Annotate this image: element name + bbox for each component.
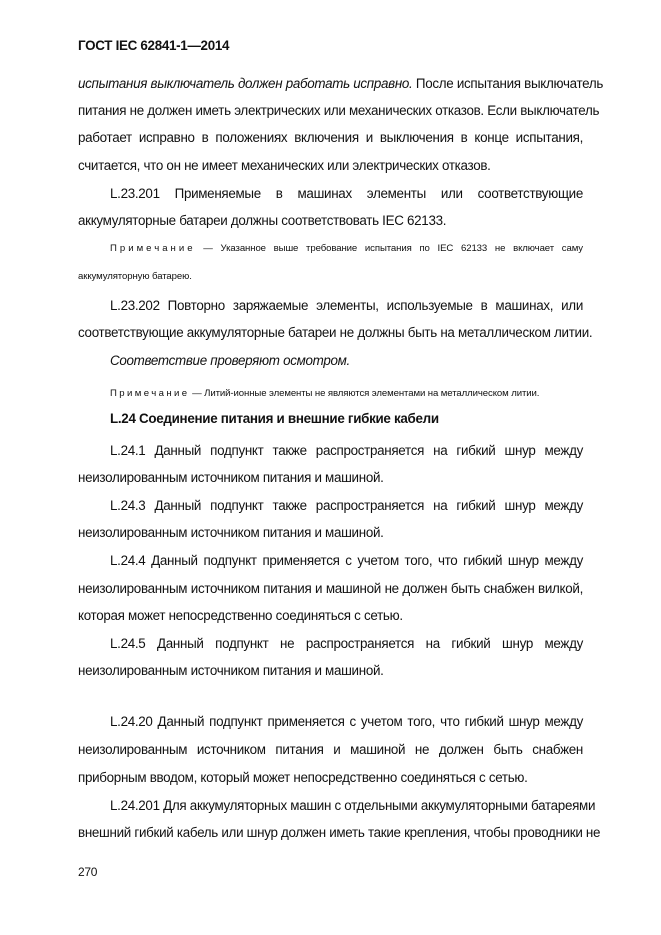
paragraph-line: которая может непосредственно соединяться с сетью. [78, 608, 403, 623]
paragraph-line: неизолированным источником питания и машиной. [78, 470, 384, 485]
paragraph-line: L.24.3 Данный подпункт также распространяется на гибкий шнур между [110, 498, 583, 513]
note-label: Примечание [110, 388, 190, 399]
paragraph-line: работает исправно в положениях включения и выключения в конце испытания, [78, 130, 583, 145]
paragraph-line: аккумуляторные батареи должны соответствовать IEC 62133. [78, 213, 447, 228]
paragraph-line: неизолированным источником питания и машиной. [78, 663, 384, 678]
paragraph-line: приборным вводом, который может непосредственно соединяться с сетью. [78, 770, 528, 785]
note-line: аккумуляторную батарею. [78, 271, 192, 282]
note-line [110, 240, 583, 258]
paragraph-line: L.23.202 Повторно заряжаемые элементы, используемые в машинах, или [110, 298, 583, 313]
section-heading: L.24 Соединение питания и внешние гибкие кабели [110, 411, 439, 426]
paragraph-line: соответствующие аккумуляторные батареи не должны быть на металлическом литии. [78, 325, 593, 340]
note-label: Примечание [110, 243, 196, 254]
paragraph-line: L.24.4 Данный подпункт применяется с учетом того, что гибкий шнур между [110, 553, 583, 568]
compliance-text: Соответствие проверяют осмотром. [110, 353, 350, 368]
document-header: ГОСТ IEC 62841-1—2014 [78, 38, 230, 53]
paragraph-line: неизолированным источником питания и машиной. [78, 525, 384, 540]
paragraph-line: L.24.201 Для аккумуляторных машин с отдельными аккумуляторными батареями [110, 798, 596, 813]
paragraph-line: L.23.201 Применяемые в машинах элементы или соответствующие [110, 186, 583, 201]
italic-text: испытания выключатель должен работать исправно. [78, 76, 413, 91]
note-text: — Литий-ионные элементы не являются элементами на металлическом литии. [189, 388, 540, 399]
paragraph-line [78, 75, 604, 93]
page-number: 270 [78, 865, 98, 879]
paragraph-line: L.24.1 Данный подпункт также распространяется на гибкий шнур между [110, 443, 583, 458]
paragraph-line: питания не должен иметь электрических или механических отказов. Если выключатель [78, 103, 600, 118]
note-text: — Указанное выше требование испытания по IEC 62133 не включает саму [195, 243, 583, 254]
note-line [110, 385, 583, 403]
paragraph-line: неизолированным источником питания и машиной не должен быть снабжен вилкой, [78, 581, 583, 596]
paragraph-line: внешний гибкий кабель или шнур должен иметь такие крепления, чтобы проводники не [78, 825, 601, 840]
paragraph-line: L.24.20 Данный подпункт применяется с учетом того, что гибкий шнур между [110, 714, 583, 729]
text: После испытания выключатель [412, 76, 604, 91]
paragraph-line: неизолированным источником питания и машиной не должен быть снабжен [78, 742, 583, 757]
paragraph-line: L.24.5 Данный подпункт не распространяется на гибкий шнур между [110, 636, 583, 651]
paragraph-line: считается, что он не имеет механических или электрических отказов. [78, 158, 491, 173]
